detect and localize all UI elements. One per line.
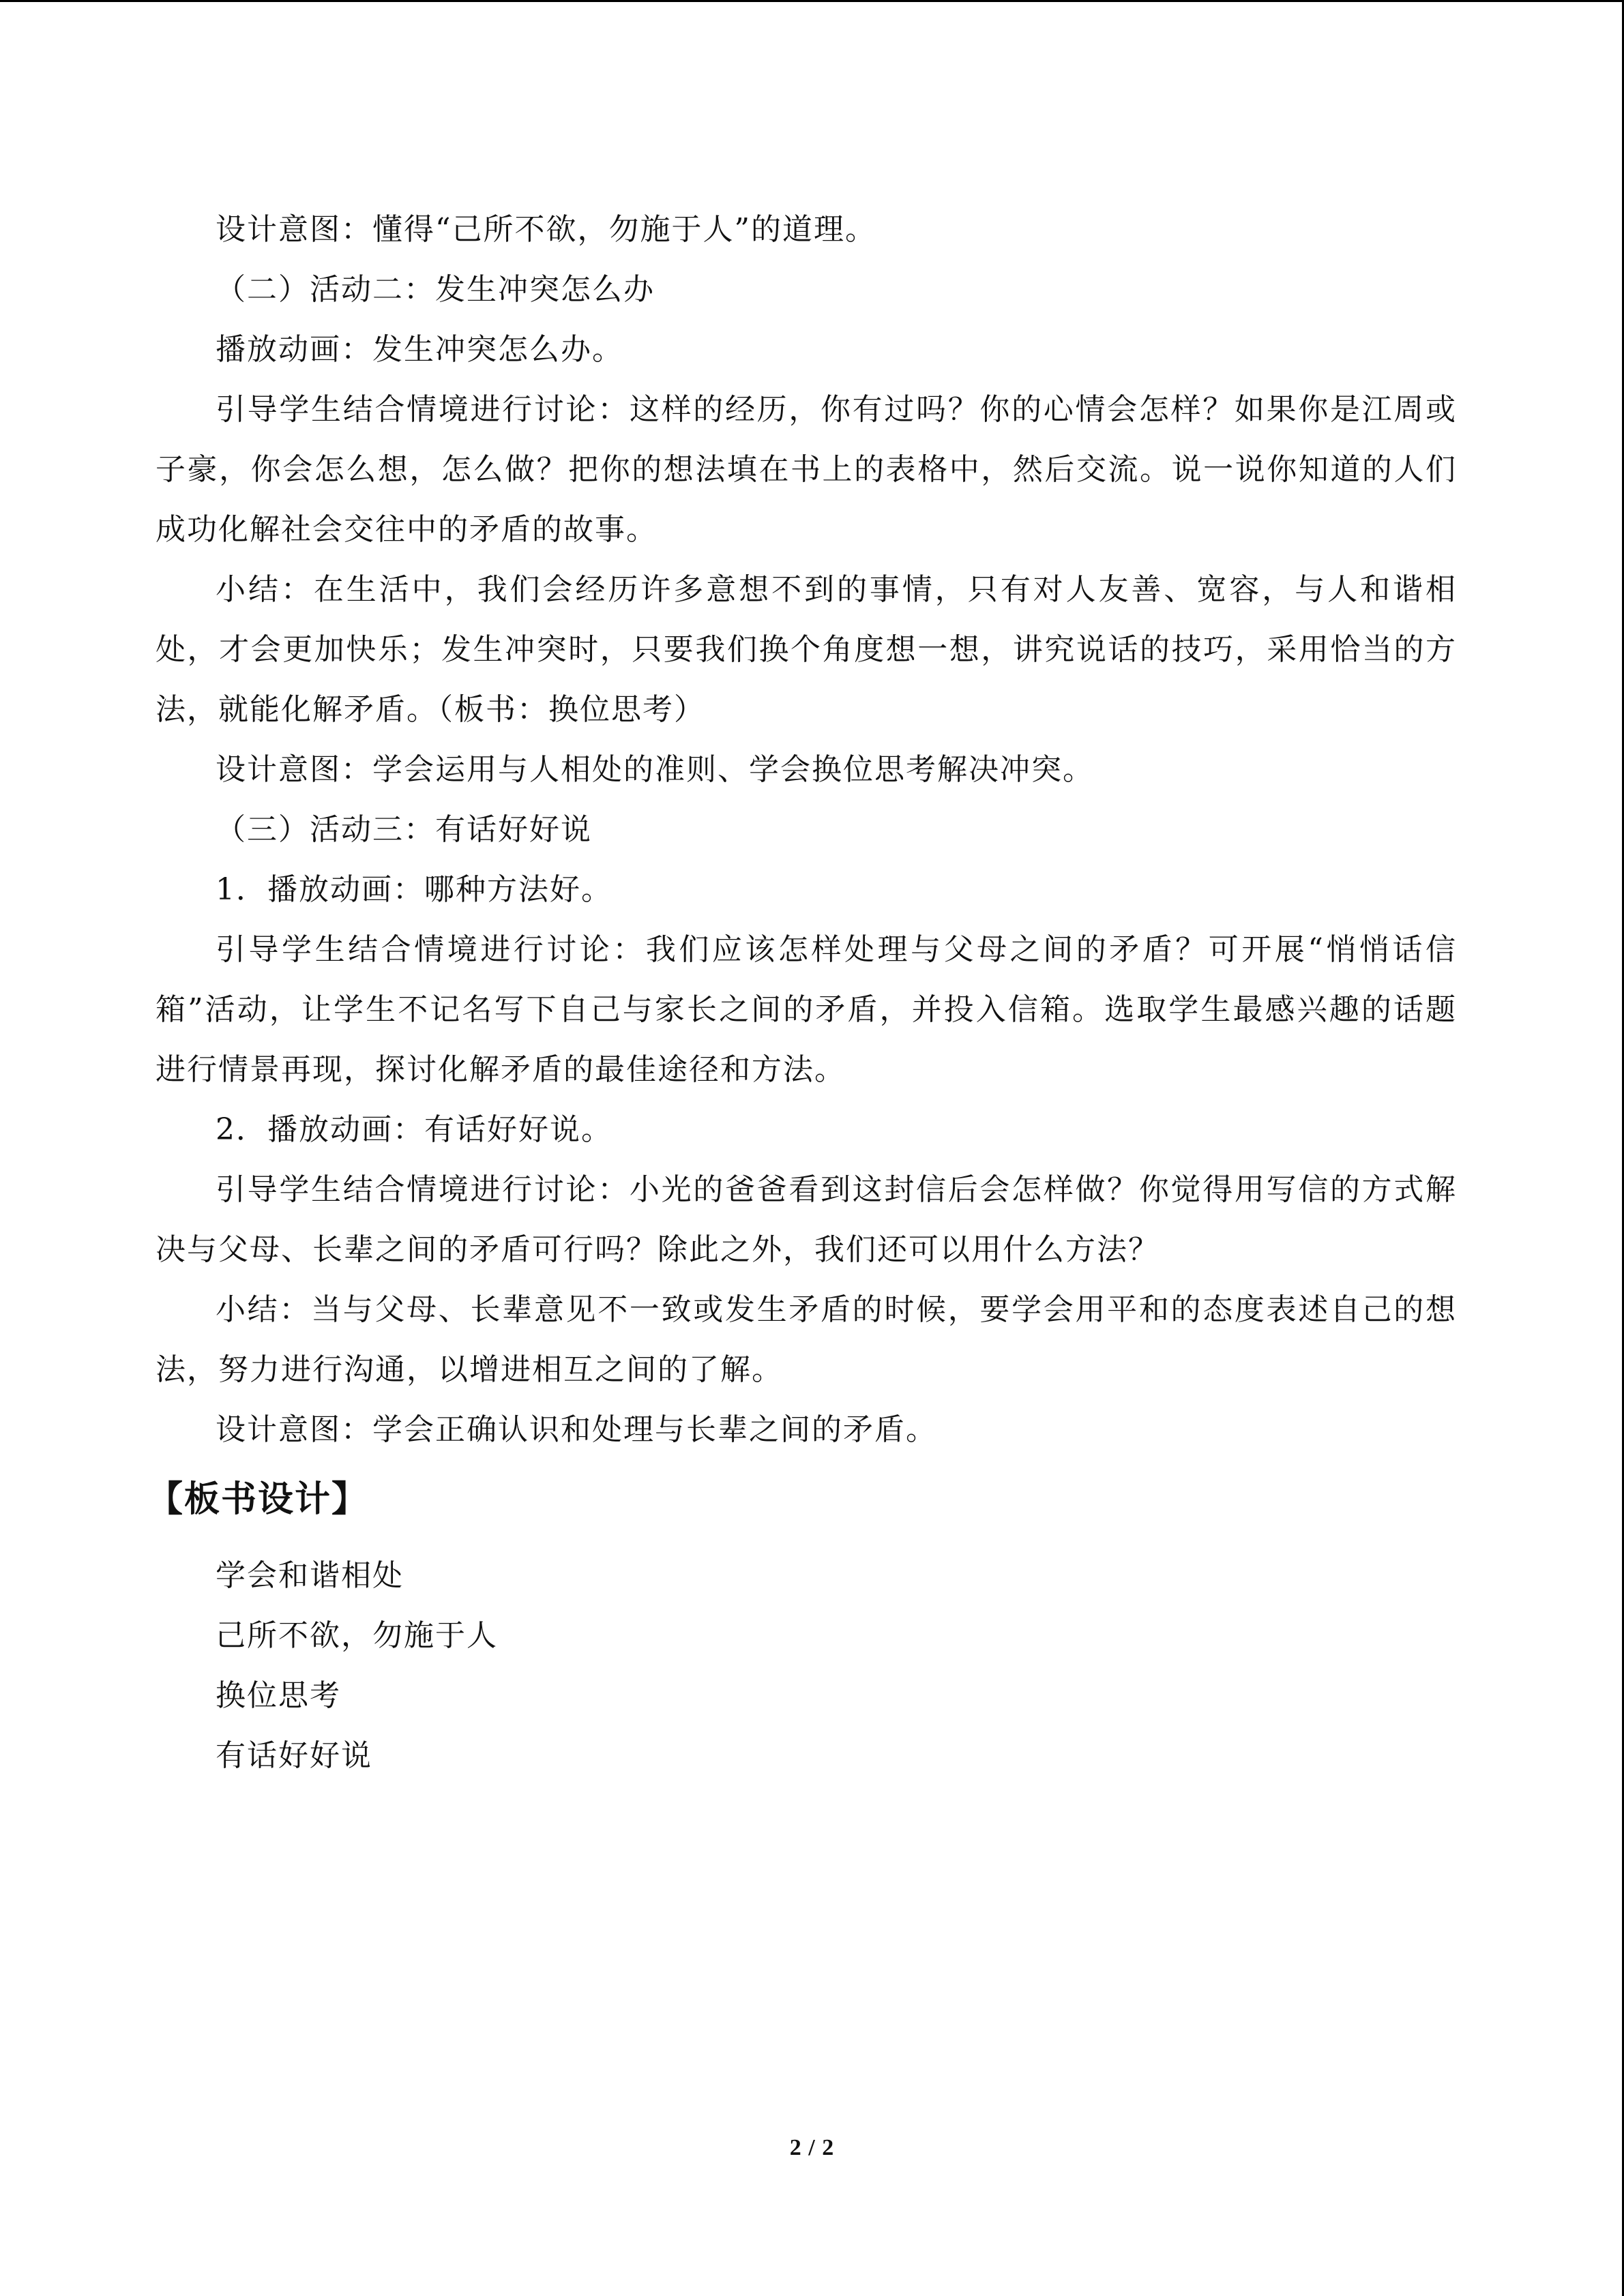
paragraph-activity-3-title: （三）活动三：有话好好说 — [216, 812, 592, 847]
paragraph-summary-conflict: 小结：在生活中，我们会经历许多意想不到的事情，只有对人友善、宽容，与人和谐相处，才会更加快乐；发生冲突时，只要我们换个角度想一想，讲究说话的技巧，采用恰当的方法，就能化解矛盾。（板书：换位思考） — [156, 572, 1457, 727]
paragraph-design-intent-1: 设计意图：懂得“己所不欲，勿施于人”的道理。 — [216, 212, 876, 247]
page-number: 2 / 2 — [789, 2135, 835, 2160]
paragraph-play-animation-conflict: 播放动画：发生冲突怎么办。 — [216, 332, 623, 367]
board-item: 换位思考 — [216, 1678, 341, 1713]
document-body — [147, 200, 1457, 1786]
paragraph-summary-elders: 小结：当与父母、长辈意见不一致或发生矛盾的时候，要学会用平和的态度表述自己的想法，努力进行沟通，以增进相互之间的了解。 — [156, 1292, 1457, 1387]
paragraph-play-animation-talk: 2．播放动画：有话好好说。 — [216, 1112, 612, 1147]
board-item: 学会和谐相处 — [216, 1558, 404, 1593]
paragraph-discussion-conflict: 引导学生结合情境进行讨论：这样的经历，你有过吗？你的心情会怎样？如果你是江周或子豪，你会怎么想，怎么做？把你的想法填在书上的表格中，然后交流。说一说你知道的人们成功化解社会交往中的矛盾的故事。 — [156, 392, 1457, 547]
paragraph-discussion-letter: 引导学生结合情境进行讨论：小光的爸爸看到这封信后会怎样做？你觉得用写信的方式解决与父母、长辈之间的矛盾可行吗？除此之外，我们还可以用什么方法？ — [156, 1172, 1457, 1267]
paragraph-design-intent-3: 设计意图：学会正确认识和处理与长辈之间的矛盾。 — [216, 1412, 937, 1447]
board-item: 己所不欲，勿施于人 — [216, 1618, 498, 1653]
board-design-heading: 【板书设计】 — [147, 1479, 369, 1520]
paragraph-discussion-parents: 引导学生结合情境进行讨论：我们应该怎样处理与父母之间的矛盾？可开展“悄悄话信箱”活动，让学生不记名写下自己与家长之间的矛盾，并投入信箱。选取学生最感兴趣的话题进行情景再现，探讨化解矛盾的最佳途径和方法。 — [156, 932, 1457, 1087]
board-item: 有话好好说 — [216, 1738, 372, 1773]
paragraph-design-intent-2: 设计意图：学会运用与人相处的准则、学会换位思考解决冲突。 — [216, 752, 1094, 787]
board-design-list — [156, 1546, 1457, 1786]
paragraph-activity-2-title: （二）活动二：发生冲突怎么办 — [216, 272, 655, 307]
paragraph-play-animation-method: 1．播放动画：哪种方法好。 — [216, 872, 612, 907]
